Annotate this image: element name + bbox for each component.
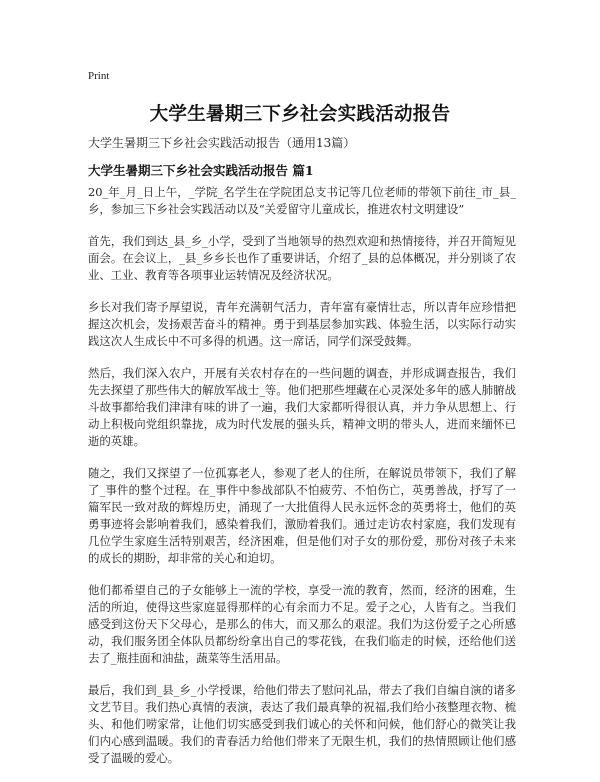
paragraph-5: 随之，我们又探望了一位孤寡老人，参观了老人的住所，在解说员带领下，我们了解了_事件的整个过程。在_事件中参战部队不怕疲劳、不怕伤亡，英勇善战，抒写了一篇军民一致对敌的辉煌历史，涌现了一大批值得人民永远怀念的英勇将士，他们的英勇事迹将会影响着我们，感染着我们，激励着我们。通过走访农村家庭，我们发现有几位学生家庭生活特别艰苦，经济困难，但是他们对子女的那份爱，那份对孩子未来的成长的期盼，却非常的关心和迫切。 — [88, 466, 516, 565]
paragraph-4: 然后，我们深入农户，开展有关农村存在的一些问题的调查，并形成调查报告，我们先去探望了那些伟大的解放军战士_等。他们把那些埋藏在心灵深处多年的感人肺腑战斗故事都给我们津津有味的讲了一遍，我们大家都听得很认真，并力争从思想上、行动上积极向党组织靠拢，成为时代发展的强头兵，精神文明的带头人，进而来缅怀已逝的英雄。 — [88, 366, 516, 448]
paragraph-3: 乡长对我们寄予厚望说，青年充满朝气活力，青年富有豪情壮志，所以青年应珍惜把握这次机会，发扬艰苦奋斗的精神。勇于到基层参加实践、体验生活，以实际行动实践这次人生成长中不可多得的机遇。这一席话，同学们深受鼓舞。 — [88, 300, 516, 348]
document-subtitle: 大学生暑期三下乡社会实践活动报告（通用13篇） — [88, 136, 356, 150]
paragraph-2: 首先，我们到达_县_乡_小学，受到了当地领导的热烈欢迎和热情接待，并召开简短见面会。在会议上，_县_乡乡长也作了重要讲话，介绍了_县的总体概况，并分别谈了农业、工业、教育等各项事业运转情况及经济状况。 — [88, 234, 516, 282]
document-body — [88, 184, 516, 782]
paragraph-6: 他们都希望自己的子女能够上一流的学校，享受一流的教育，然而，经济的困难，生活的所迫，使得这些家庭显得那样的心有余而力不足。爱子之心，人皆有之。当我们感受到这份天下父母心，是那么的伟大，而又那么的艰涩。我们为这份爱子之心所感动，我们服务团全体队员都纷纷拿出自己的零花钱，在我们临走的时候，还给他们送去了_瓶挂面和油盐，蔬菜等生活用品。 — [88, 583, 516, 665]
print-link[interactable]: Print — [88, 70, 110, 82]
document-title: 大学生暑期三下乡社会实践活动报告 — [149, 104, 451, 125]
section-heading: 大学生暑期三下乡社会实践活动报告 篇1 — [88, 163, 314, 178]
paragraph-7: 最后，我们到_县_乡_小学授课，给他们带去了慰问礼品，带去了我们自编自演的诸多文艺节目。我们热心真情的表演，表达了我们最真挚的祝福,我们给小孩整理衣物、梳头、和他们唠家常，让他们切实感受到我们诚心的关怀和问候，他们舒心的微笑让我们内心感到温暖。我们的青春活力给他们带来了无限生机，我们的热情照顾让他们感受了温暖的爱心。 — [88, 683, 516, 765]
paragraph-1: 20_年_月_日上午，_学院_名学生在学院团总支书记等几位老师的带领下前往_市_县_乡，参加三下乡社会实践活动以及“关爱留守儿童成长，推进农村文明建设” — [88, 185, 516, 216]
